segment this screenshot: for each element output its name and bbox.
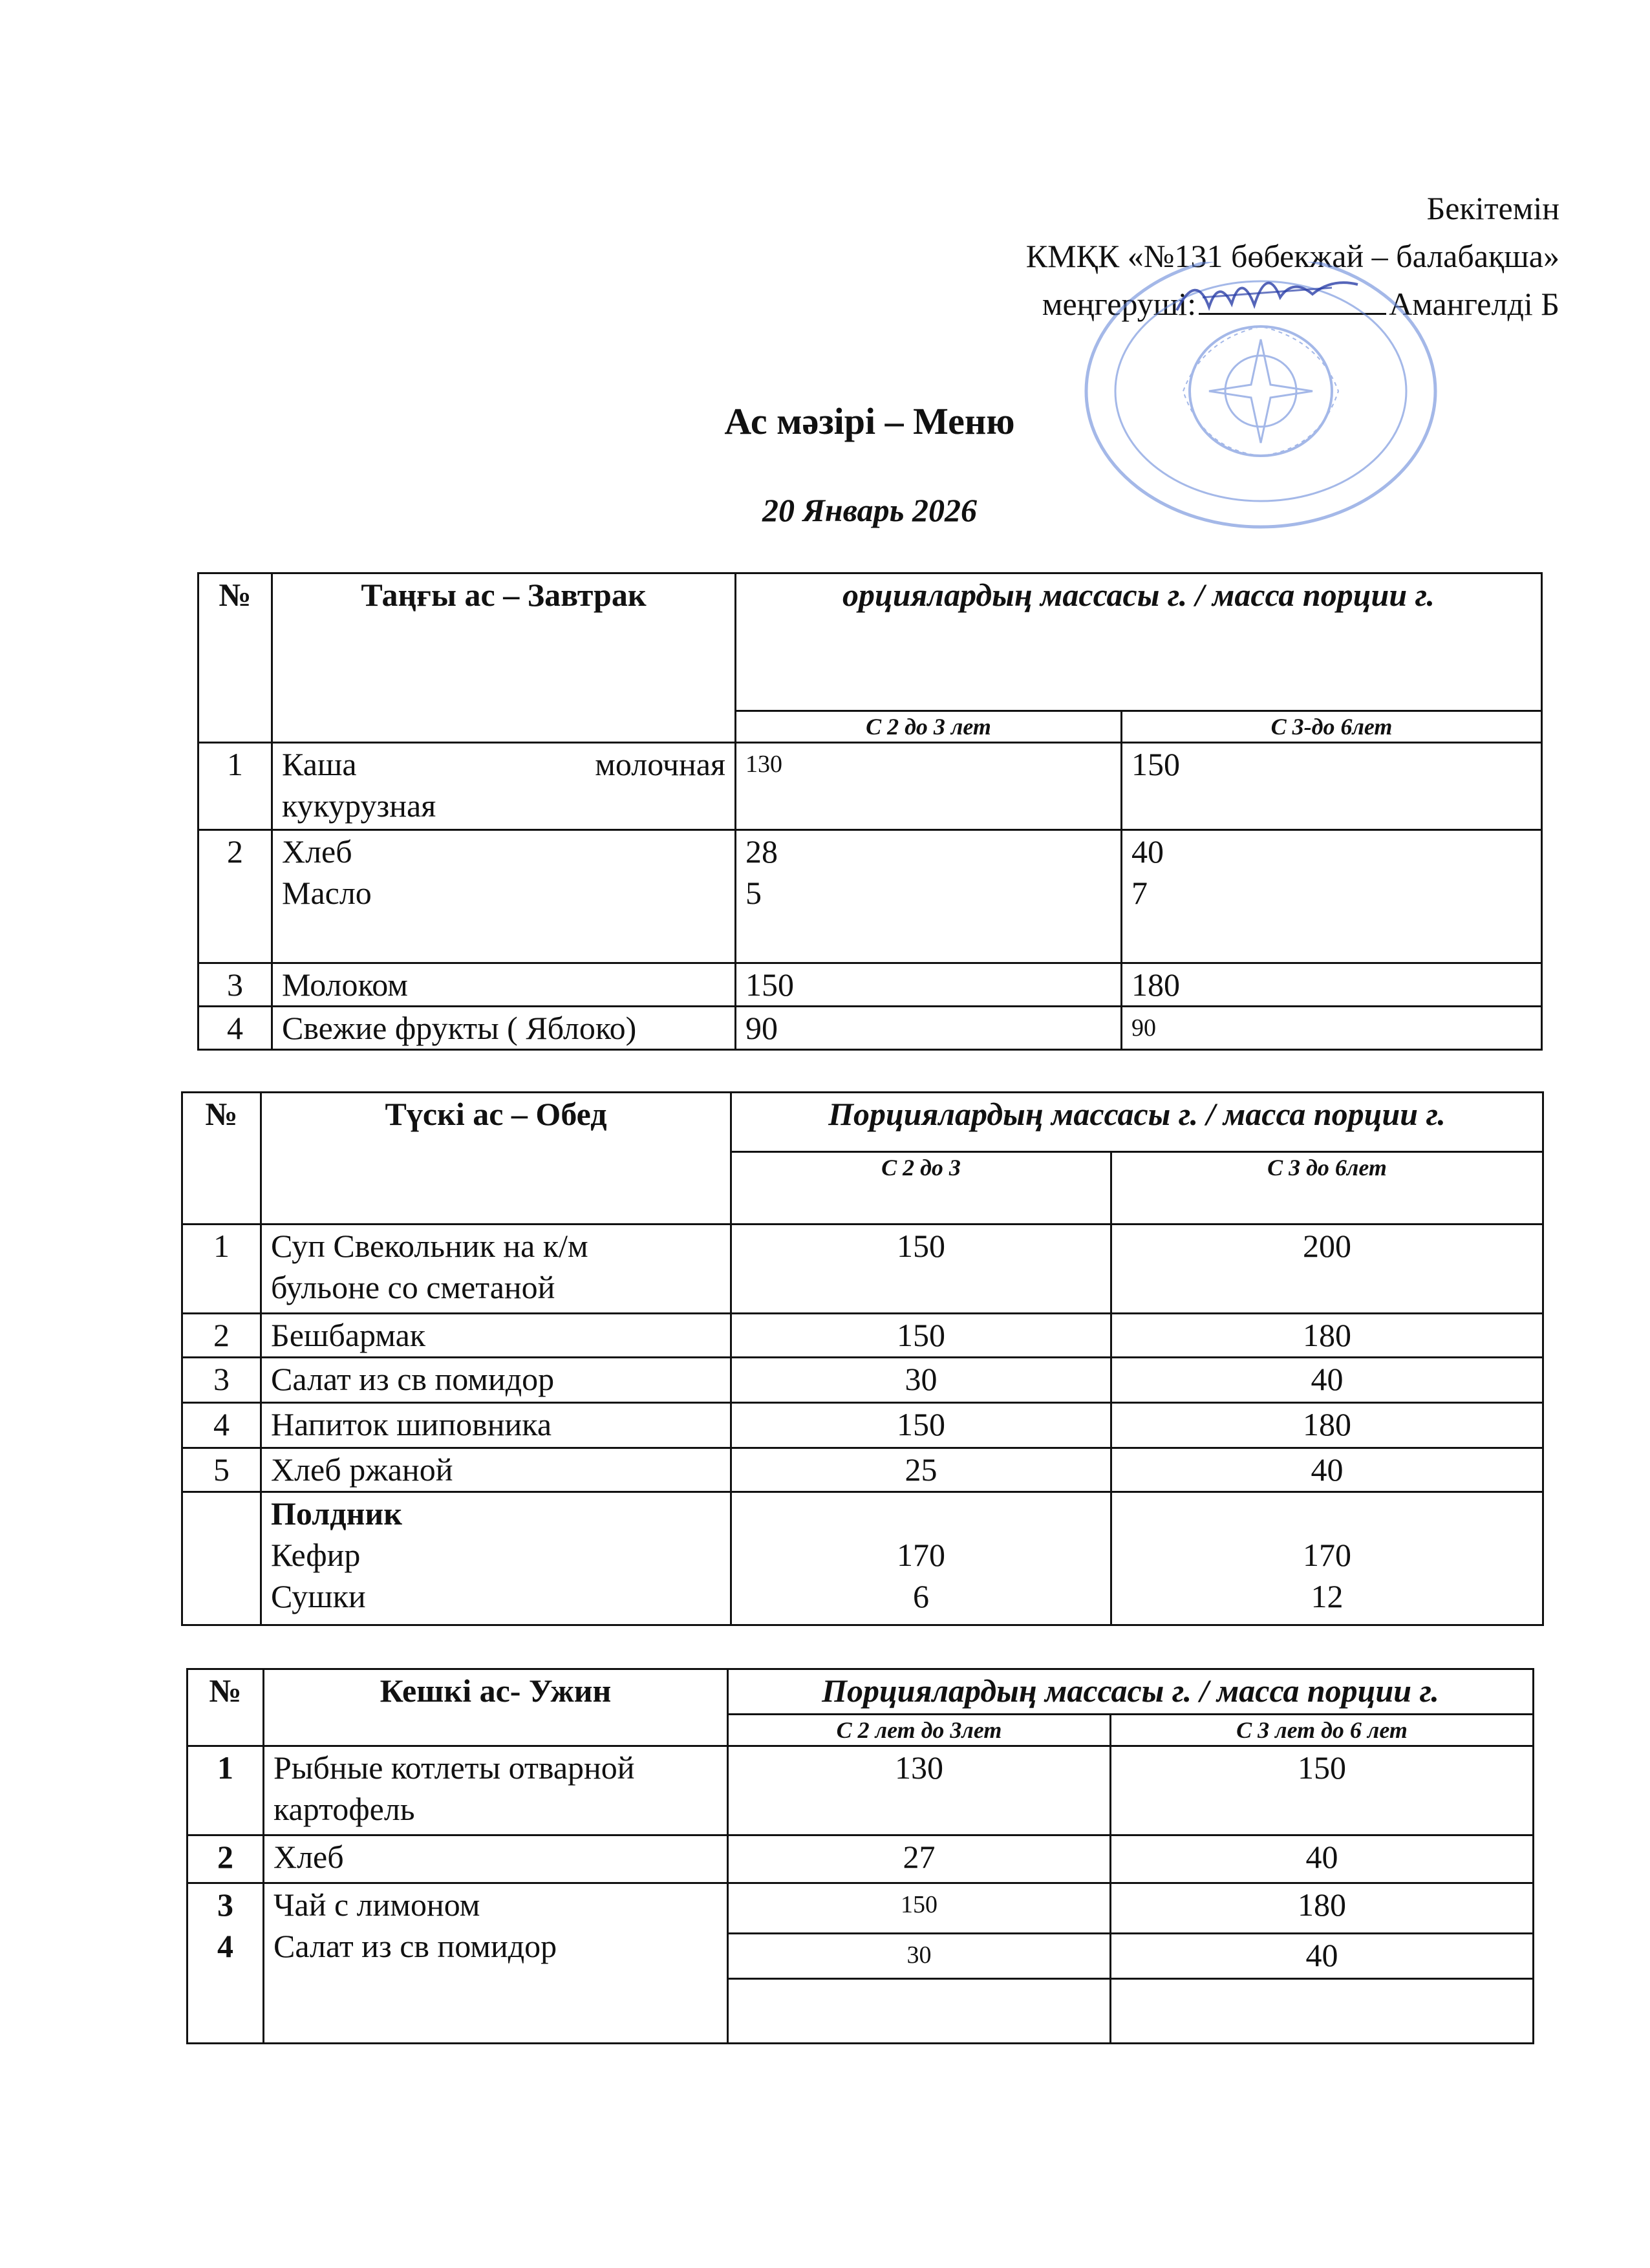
portion-age2: 40 (1111, 1358, 1543, 1403)
portion-age2: 180 (1111, 1883, 1534, 1934)
portion-age2: 200 (1111, 1225, 1543, 1314)
dish-name: Чай с лимоном Салат из св помидор (264, 1883, 728, 2044)
signature-icon (1164, 259, 1377, 330)
age-group-2-header: С 3 до 6лет (1111, 1152, 1543, 1225)
portion-age2: 40 (1111, 1448, 1543, 1492)
portion-age2: 150 (1122, 743, 1542, 830)
portion-age1: 150 (731, 1403, 1111, 1448)
col-number-header: № (182, 1093, 261, 1225)
portion-age2: 40 (1111, 1835, 1534, 1883)
portion-age1: 150 (736, 963, 1122, 1007)
table-row: 4 Напиток шиповника 150 180 (182, 1403, 1543, 1448)
snack-title: Полдник (271, 1495, 403, 1532)
menu-date: 20 Январь 2026 (762, 492, 978, 528)
portion-age2: 150 (1111, 1746, 1534, 1835)
col-portion-header: Порциялардың массасы г. / масса порции г. (728, 1669, 1534, 1715)
dish-name: Напиток шиповника (261, 1403, 731, 1448)
approval-role: меңгеруші: (1042, 286, 1197, 322)
portion-age2: 180 (1122, 963, 1542, 1007)
age-group-1-header: С 2 до 3 лет (736, 711, 1122, 743)
dish-name: Свежие фрукты ( Яблоко) (272, 1007, 736, 1050)
col-number-header: № (188, 1669, 264, 1746)
table-row: 5 Хлеб ржаной 25 40 (182, 1448, 1543, 1492)
col-meal-header: Түскі ас – Обед (261, 1093, 731, 1225)
table-row: 4 Свежие фрукты ( Яблоко) 90 90 (198, 1007, 1542, 1050)
snack-items: Полдник Кефир Сушки (261, 1492, 731, 1625)
lunch-table (181, 1091, 1544, 1626)
portion-age1: 27 (728, 1835, 1111, 1883)
approval-line-2: КМҚК «№131 бөбекжай – балабақша» (1025, 238, 1559, 274)
table-row: 2 Хлеб 27 40 (188, 1835, 1534, 1883)
table-row: 2 Хлеб Масло 28 5 40 7 (198, 830, 1542, 963)
portion-age2: 40 (1111, 1934, 1534, 1979)
col-portion-header: Порциялардың массасы г. / масса порции г. (731, 1093, 1543, 1152)
portion-age1: 28 5 (736, 830, 1122, 963)
portion-age2: 90 (1122, 1007, 1542, 1050)
dish-name: Хлеб ржаной (261, 1448, 731, 1492)
portion-age2: 170 12 (1111, 1492, 1543, 1625)
portion-age1: 150 (731, 1314, 1111, 1358)
approval-line-1: Бекітемін (1426, 190, 1559, 226)
breakfast-table (197, 572, 1543, 1051)
portion-age1: 25 (731, 1448, 1111, 1492)
age-group-1-header: С 2 лет до 3лет (728, 1715, 1111, 1746)
dish-name: Рыбные котлеты отварной картофель (264, 1746, 728, 1835)
portion-age1: 90 (736, 1007, 1122, 1050)
table-row: 3 4 Чай с лимоном Салат из св помидор 150 180 (188, 1883, 1534, 1934)
dinner-table (186, 1668, 1534, 2044)
portion-age1: 150 (728, 1883, 1111, 1934)
col-number-header: № (198, 573, 272, 743)
age-group-1-header: С 2 до 3 (731, 1152, 1111, 1225)
portion-age1: 30 (731, 1358, 1111, 1403)
portion-age1: 130 (736, 743, 1122, 830)
portion-age2: 180 (1111, 1403, 1543, 1448)
dish-name: Хлеб (264, 1835, 728, 1883)
dish-name: Молоком (272, 963, 736, 1007)
col-portion-header: орциялардың массасы г. / масса порции г. (736, 573, 1542, 711)
table-row: 1 Рыбные котлеты отварной картофель 130 150 (188, 1746, 1534, 1835)
portion-age1: 30 (728, 1934, 1111, 1979)
dish-name: Хлеб Масло (272, 830, 736, 963)
approval-name: Амангелді Б (1389, 286, 1559, 322)
portion-age2: 40 7 (1122, 830, 1542, 963)
dish-name: Каша молочная кукурузная (272, 743, 736, 830)
table-row: 1 Суп Свекольник на к/м бульоне со сметаной 150 200 (182, 1225, 1543, 1314)
dish-name: Салат из св помидор (261, 1358, 731, 1403)
table-row: 3 Молоком 150 180 (198, 963, 1542, 1007)
table-row: 1 Каша молочная кукурузная 130 150 (198, 743, 1542, 830)
col-meal-header: Кешкі ас- Ужин (264, 1669, 728, 1746)
dish-name: Бешбармак (261, 1314, 731, 1358)
dish-name: Суп Свекольник на к/м бульоне со сметаной (261, 1225, 731, 1314)
portion-age1: 130 (728, 1746, 1111, 1835)
snack-row (182, 1492, 1543, 1625)
age-group-2-header: С 3-до 6лет (1122, 711, 1542, 743)
table-row: 2 Бешбармак 150 180 (182, 1314, 1543, 1358)
portion-age1: 150 (731, 1225, 1111, 1314)
page-title: Ас мәзірі – Меню (724, 400, 1015, 442)
age-group-2-header: С 3 лет до 6 лет (1111, 1715, 1534, 1746)
col-meal-header: Таңғы ас – Завтрак (272, 573, 736, 743)
table-row: 3 Салат из св помидор 30 40 (182, 1358, 1543, 1403)
portion-age2: 180 (1111, 1314, 1543, 1358)
portion-age1: 170 6 (731, 1492, 1111, 1625)
